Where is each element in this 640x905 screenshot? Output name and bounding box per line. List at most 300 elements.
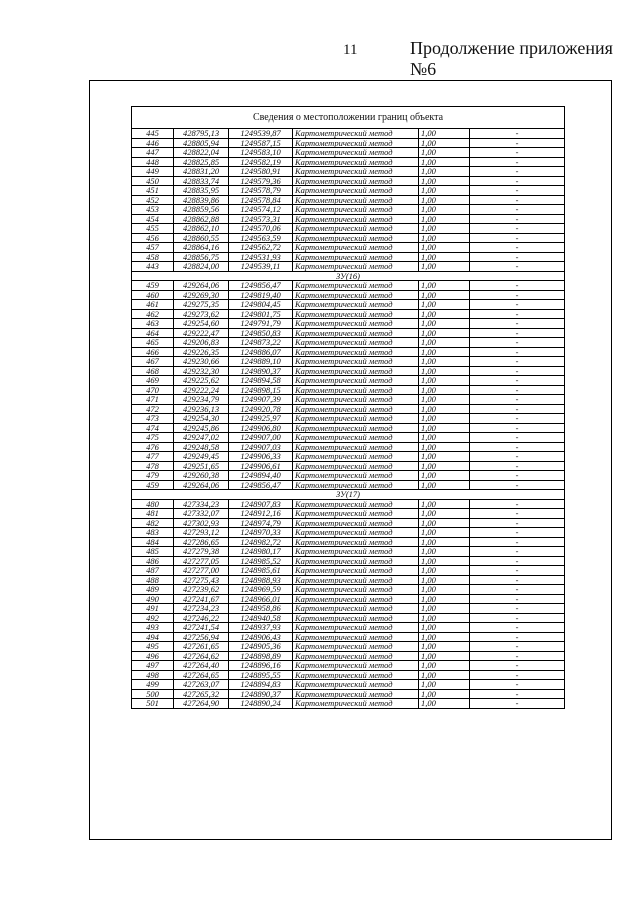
y-coordinate: 1249907,39 <box>229 395 293 405</box>
determination-method: Картометрический метод <box>293 661 419 671</box>
table-row <box>132 585 565 595</box>
point-description: - <box>470 699 565 709</box>
point-description: - <box>470 328 565 338</box>
x-coordinate: 427241,67 <box>174 594 229 604</box>
x-coordinate: 427334,23 <box>174 499 229 509</box>
point-description: - <box>470 157 565 167</box>
x-coordinate: 428862,88 <box>174 214 229 224</box>
determination-method: Картометрический метод <box>293 585 419 595</box>
point-description: - <box>470 604 565 614</box>
table-row <box>132 594 565 604</box>
point-number: 487 <box>132 566 174 576</box>
y-coordinate: 1249894,58 <box>229 376 293 386</box>
determination-method: Картометрический метод <box>293 442 419 452</box>
accuracy: 1,00 <box>419 243 470 253</box>
y-coordinate: 1248974,79 <box>229 518 293 528</box>
accuracy: 1,00 <box>419 547 470 557</box>
y-coordinate: 1249573,31 <box>229 214 293 224</box>
point-number: 495 <box>132 642 174 652</box>
table-row <box>132 290 565 300</box>
table-title-row <box>132 107 565 129</box>
determination-method: Картометрический метод <box>293 176 419 186</box>
table-row <box>132 632 565 642</box>
point-description: - <box>470 243 565 253</box>
determination-method: Картометрический метод <box>293 461 419 471</box>
accuracy: 1,00 <box>419 528 470 538</box>
accuracy: 1,00 <box>419 414 470 424</box>
table-row <box>132 651 565 661</box>
point-description: - <box>470 395 565 405</box>
point-description: - <box>470 423 565 433</box>
accuracy: 1,00 <box>419 509 470 519</box>
x-coordinate: 428864,16 <box>174 243 229 253</box>
determination-method: Картометрический метод <box>293 138 419 148</box>
y-coordinate: 1248890,24 <box>229 699 293 709</box>
point-description: - <box>470 537 565 547</box>
accuracy: 1,00 <box>419 594 470 604</box>
point-number: 489 <box>132 585 174 595</box>
point-description: - <box>470 623 565 633</box>
y-coordinate: 1248980,17 <box>229 547 293 557</box>
x-coordinate: 427264,62 <box>174 651 229 661</box>
table-row <box>132 689 565 699</box>
y-coordinate: 1248907,83 <box>229 499 293 509</box>
point-description: - <box>470 167 565 177</box>
determination-method: Картометрический метод <box>293 186 419 196</box>
x-coordinate: 427277,05 <box>174 556 229 566</box>
determination-method: Картометрический метод <box>293 281 419 291</box>
y-coordinate: 1249539,11 <box>229 262 293 272</box>
table-row <box>132 338 565 348</box>
accuracy: 1,00 <box>419 661 470 671</box>
determination-method: Картометрический метод <box>293 338 419 348</box>
table-row <box>132 395 565 405</box>
point-description: - <box>470 670 565 680</box>
determination-method: Картометрический метод <box>293 480 419 490</box>
determination-method: Картометрический метод <box>293 499 419 509</box>
point-number: 453 <box>132 205 174 215</box>
y-coordinate: 1248966,01 <box>229 594 293 604</box>
accuracy: 1,00 <box>419 518 470 528</box>
point-number: 483 <box>132 528 174 538</box>
table-row <box>132 138 565 148</box>
point-description: - <box>470 129 565 139</box>
point-number: 458 <box>132 252 174 262</box>
point-description: - <box>470 651 565 661</box>
page-number: 11 <box>343 42 358 58</box>
determination-method: Картометрический метод <box>293 699 419 709</box>
point-description: - <box>470 290 565 300</box>
accuracy: 1,00 <box>419 224 470 234</box>
y-coordinate: 1249894,40 <box>229 471 293 481</box>
determination-method: Картометрический метод <box>293 452 419 462</box>
table-row <box>132 366 565 376</box>
determination-method: Картометрический метод <box>293 670 419 680</box>
x-coordinate: 427264,90 <box>174 699 229 709</box>
y-coordinate: 1248898,89 <box>229 651 293 661</box>
y-coordinate: 1249791,79 <box>229 319 293 329</box>
x-coordinate: 427261,65 <box>174 642 229 652</box>
point-number: 447 <box>132 148 174 158</box>
point-description: - <box>470 547 565 557</box>
determination-method: Картометрический метод <box>293 243 419 253</box>
x-coordinate: 428831,20 <box>174 167 229 177</box>
y-coordinate: 1249873,22 <box>229 338 293 348</box>
y-coordinate: 1249579,36 <box>229 176 293 186</box>
x-coordinate: 429247,02 <box>174 433 229 443</box>
table-row <box>132 528 565 538</box>
determination-method: Картометрический метод <box>293 347 419 357</box>
y-coordinate: 1248958,86 <box>229 604 293 614</box>
table-row <box>132 480 565 490</box>
point-number: 445 <box>132 129 174 139</box>
point-number: 492 <box>132 613 174 623</box>
table-row <box>132 604 565 614</box>
point-description: - <box>470 680 565 690</box>
accuracy: 1,00 <box>419 433 470 443</box>
x-coordinate: 427293,12 <box>174 528 229 538</box>
point-number: 467 <box>132 357 174 367</box>
point-description: - <box>470 385 565 395</box>
point-description: - <box>470 309 565 319</box>
table-row <box>132 499 565 509</box>
x-coordinate: 429245,86 <box>174 423 229 433</box>
point-number: 494 <box>132 632 174 642</box>
point-description: - <box>470 661 565 671</box>
y-coordinate: 1249889,10 <box>229 357 293 367</box>
table-row <box>132 423 565 433</box>
x-coordinate: 428805,94 <box>174 138 229 148</box>
accuracy: 1,00 <box>419 680 470 690</box>
x-coordinate: 429226,35 <box>174 347 229 357</box>
point-description: - <box>470 366 565 376</box>
determination-method: Картометрический метод <box>293 376 419 386</box>
table-row <box>132 404 565 414</box>
point-number: 465 <box>132 338 174 348</box>
accuracy: 1,00 <box>419 186 470 196</box>
y-coordinate: 1249850,83 <box>229 328 293 338</box>
y-coordinate: 1249819,40 <box>229 290 293 300</box>
accuracy: 1,00 <box>419 699 470 709</box>
table-row <box>132 214 565 224</box>
table-row <box>132 661 565 671</box>
point-description: - <box>470 575 565 585</box>
point-number: 473 <box>132 414 174 424</box>
determination-method: Картометрический метод <box>293 404 419 414</box>
accuracy: 1,00 <box>419 585 470 595</box>
point-description: - <box>470 585 565 595</box>
point-number: 450 <box>132 176 174 186</box>
point-number: 479 <box>132 471 174 481</box>
x-coordinate: 429232,30 <box>174 366 229 376</box>
point-number: 501 <box>132 699 174 709</box>
determination-method: Картометрический метод <box>293 518 419 528</box>
point-description: - <box>470 195 565 205</box>
table-row <box>132 157 565 167</box>
table-row <box>132 176 565 186</box>
determination-method: Картометрический метод <box>293 262 419 272</box>
determination-method: Картометрический метод <box>293 594 419 604</box>
y-coordinate: 1249890,37 <box>229 366 293 376</box>
table-row <box>132 670 565 680</box>
y-coordinate: 1249906,33 <box>229 452 293 462</box>
point-number: 478 <box>132 461 174 471</box>
table-row <box>132 186 565 196</box>
y-coordinate: 1249531,93 <box>229 252 293 262</box>
accuracy: 1,00 <box>419 366 470 376</box>
table-row <box>132 613 565 623</box>
determination-method: Картометрический метод <box>293 623 419 633</box>
point-description: - <box>470 632 565 642</box>
point-description: - <box>470 433 565 443</box>
determination-method: Картометрический метод <box>293 385 419 395</box>
determination-method: Картометрический метод <box>293 148 419 158</box>
point-number: 456 <box>132 233 174 243</box>
point-number: 446 <box>132 138 174 148</box>
point-number: 466 <box>132 347 174 357</box>
accuracy: 1,00 <box>419 233 470 243</box>
point-description: - <box>470 281 565 291</box>
x-coordinate: 427286,65 <box>174 537 229 547</box>
determination-method: Картометрический метод <box>293 414 419 424</box>
x-coordinate: 429222,47 <box>174 328 229 338</box>
point-description: - <box>470 338 565 348</box>
y-coordinate: 1249801,75 <box>229 309 293 319</box>
y-coordinate: 1249578,79 <box>229 186 293 196</box>
determination-method: Картометрический метод <box>293 433 419 443</box>
accuracy: 1,00 <box>419 338 470 348</box>
accuracy: 1,00 <box>419 376 470 386</box>
y-coordinate: 1248985,61 <box>229 566 293 576</box>
point-number: 449 <box>132 167 174 177</box>
determination-method: Картометрический метод <box>293 604 419 614</box>
point-description: - <box>470 176 565 186</box>
accuracy: 1,00 <box>419 357 470 367</box>
point-number: 472 <box>132 404 174 414</box>
y-coordinate: 1249539,87 <box>229 129 293 139</box>
appendix-title: Продолжение приложения №6 <box>410 38 613 79</box>
accuracy: 1,00 <box>419 129 470 139</box>
accuracy: 1,00 <box>419 423 470 433</box>
point-description: - <box>470 252 565 262</box>
point-description: - <box>470 642 565 652</box>
x-coordinate: 427256,94 <box>174 632 229 642</box>
y-coordinate: 1249898,15 <box>229 385 293 395</box>
group-header-row <box>132 490 565 500</box>
table-body <box>132 107 565 709</box>
determination-method: Картометрический метод <box>293 471 419 481</box>
x-coordinate: 428833,74 <box>174 176 229 186</box>
x-coordinate: 428825,85 <box>174 157 229 167</box>
x-coordinate: 427332,07 <box>174 509 229 519</box>
determination-method: Картометрический метод <box>293 423 419 433</box>
table-row <box>132 205 565 215</box>
determination-method: Картометрический метод <box>293 575 419 585</box>
y-coordinate: 1249907,00 <box>229 433 293 443</box>
group-label: ЗУ(17) <box>132 490 565 500</box>
point-number: 500 <box>132 689 174 699</box>
y-coordinate: 1248969,59 <box>229 585 293 595</box>
point-description: - <box>470 404 565 414</box>
x-coordinate: 429248,58 <box>174 442 229 452</box>
x-coordinate: 429222,24 <box>174 385 229 395</box>
table-row <box>132 433 565 443</box>
y-coordinate: 1248982,72 <box>229 537 293 547</box>
point-description: - <box>470 347 565 357</box>
point-number: 484 <box>132 537 174 547</box>
point-description: - <box>470 357 565 367</box>
table-row <box>132 385 565 395</box>
point-number: 498 <box>132 670 174 680</box>
accuracy: 1,00 <box>419 385 470 395</box>
group-header-row <box>132 271 565 281</box>
determination-method: Картометрический метод <box>293 651 419 661</box>
accuracy: 1,00 <box>419 205 470 215</box>
y-coordinate: 1248940,58 <box>229 613 293 623</box>
x-coordinate: 428859,56 <box>174 205 229 215</box>
y-coordinate: 1248895,55 <box>229 670 293 680</box>
point-number: 451 <box>132 186 174 196</box>
y-coordinate: 1249907,03 <box>229 442 293 452</box>
x-coordinate: 427277,00 <box>174 566 229 576</box>
x-coordinate: 429206,83 <box>174 338 229 348</box>
x-coordinate: 428835,95 <box>174 186 229 196</box>
point-number: 475 <box>132 433 174 443</box>
x-coordinate: 429264,06 <box>174 480 229 490</box>
y-coordinate: 1249578,84 <box>229 195 293 205</box>
point-description: - <box>470 594 565 604</box>
determination-method: Картометрический метод <box>293 556 419 566</box>
table-row <box>132 518 565 528</box>
x-coordinate: 429275,35 <box>174 300 229 310</box>
y-coordinate: 1249804,45 <box>229 300 293 310</box>
boundary-coordinates-table <box>131 106 565 709</box>
x-coordinate: 427279,38 <box>174 547 229 557</box>
point-number: 463 <box>132 319 174 329</box>
determination-method: Картометрический метод <box>293 537 419 547</box>
x-coordinate: 429264,06 <box>174 281 229 291</box>
point-number: 443 <box>132 262 174 272</box>
accuracy: 1,00 <box>419 499 470 509</box>
accuracy: 1,00 <box>419 281 470 291</box>
point-number: 493 <box>132 623 174 633</box>
table-row <box>132 243 565 253</box>
point-number: 476 <box>132 442 174 452</box>
point-description: - <box>470 461 565 471</box>
point-number: 469 <box>132 376 174 386</box>
determination-method: Картометрический метод <box>293 528 419 538</box>
point-number: 477 <box>132 452 174 462</box>
accuracy: 1,00 <box>419 670 470 680</box>
x-coordinate: 427241,54 <box>174 623 229 633</box>
y-coordinate: 1248970,33 <box>229 528 293 538</box>
point-description: - <box>470 518 565 528</box>
point-description: - <box>470 186 565 196</box>
determination-method: Картометрический метод <box>293 309 419 319</box>
x-coordinate: 428839,86 <box>174 195 229 205</box>
point-description: - <box>470 376 565 386</box>
point-description: - <box>470 442 565 452</box>
point-number: 480 <box>132 499 174 509</box>
accuracy: 1,00 <box>419 290 470 300</box>
accuracy: 1,00 <box>419 471 470 481</box>
y-coordinate: 1249856,47 <box>229 480 293 490</box>
point-number: 459 <box>132 480 174 490</box>
point-number: 490 <box>132 594 174 604</box>
y-coordinate: 1249587,15 <box>229 138 293 148</box>
y-coordinate: 1249906,80 <box>229 423 293 433</box>
determination-method: Картометрический метод <box>293 395 419 405</box>
x-coordinate: 429260,38 <box>174 471 229 481</box>
accuracy: 1,00 <box>419 148 470 158</box>
x-coordinate: 427263,07 <box>174 680 229 690</box>
y-coordinate: 1249886,07 <box>229 347 293 357</box>
accuracy: 1,00 <box>419 176 470 186</box>
table-row <box>132 471 565 481</box>
y-coordinate: 1249856,47 <box>229 281 293 291</box>
point-number: 485 <box>132 547 174 557</box>
accuracy: 1,00 <box>419 632 470 642</box>
determination-method: Картометрический метод <box>293 224 419 234</box>
x-coordinate: 428795,13 <box>174 129 229 139</box>
determination-method: Картометрический метод <box>293 252 419 262</box>
point-number: 454 <box>132 214 174 224</box>
table-row <box>132 414 565 424</box>
y-coordinate: 1248890,37 <box>229 689 293 699</box>
accuracy: 1,00 <box>419 461 470 471</box>
point-description: - <box>470 224 565 234</box>
x-coordinate: 428822,04 <box>174 148 229 158</box>
y-coordinate: 1248988,93 <box>229 575 293 585</box>
point-number: 452 <box>132 195 174 205</box>
point-description: - <box>470 528 565 538</box>
y-coordinate: 1249570,06 <box>229 224 293 234</box>
determination-method: Картометрический метод <box>293 613 419 623</box>
y-coordinate: 1248905,36 <box>229 642 293 652</box>
table-row <box>132 509 565 519</box>
x-coordinate: 429254,60 <box>174 319 229 329</box>
x-coordinate: 429230,66 <box>174 357 229 367</box>
table-row <box>132 376 565 386</box>
point-number: 497 <box>132 661 174 671</box>
x-coordinate: 427239,62 <box>174 585 229 595</box>
x-coordinate: 429273,62 <box>174 309 229 319</box>
point-description: - <box>470 556 565 566</box>
y-coordinate: 1248937,93 <box>229 623 293 633</box>
x-coordinate: 427302,93 <box>174 518 229 528</box>
accuracy: 1,00 <box>419 642 470 652</box>
point-number: 468 <box>132 366 174 376</box>
x-coordinate: 427234,23 <box>174 604 229 614</box>
point-number: 471 <box>132 395 174 405</box>
determination-method: Картометрический метод <box>293 328 419 338</box>
y-coordinate: 1248906,43 <box>229 632 293 642</box>
table-row <box>132 699 565 709</box>
point-description: - <box>470 414 565 424</box>
table-row <box>132 442 565 452</box>
point-description: - <box>470 319 565 329</box>
x-coordinate: 429234,79 <box>174 395 229 405</box>
x-coordinate: 428862,10 <box>174 224 229 234</box>
determination-method: Картометрический метод <box>293 195 419 205</box>
accuracy: 1,00 <box>419 613 470 623</box>
y-coordinate: 1249582,19 <box>229 157 293 167</box>
accuracy: 1,00 <box>419 651 470 661</box>
accuracy: 1,00 <box>419 328 470 338</box>
point-description: - <box>470 471 565 481</box>
determination-method: Картометрический метод <box>293 689 419 699</box>
determination-method: Картометрический метод <box>293 357 419 367</box>
